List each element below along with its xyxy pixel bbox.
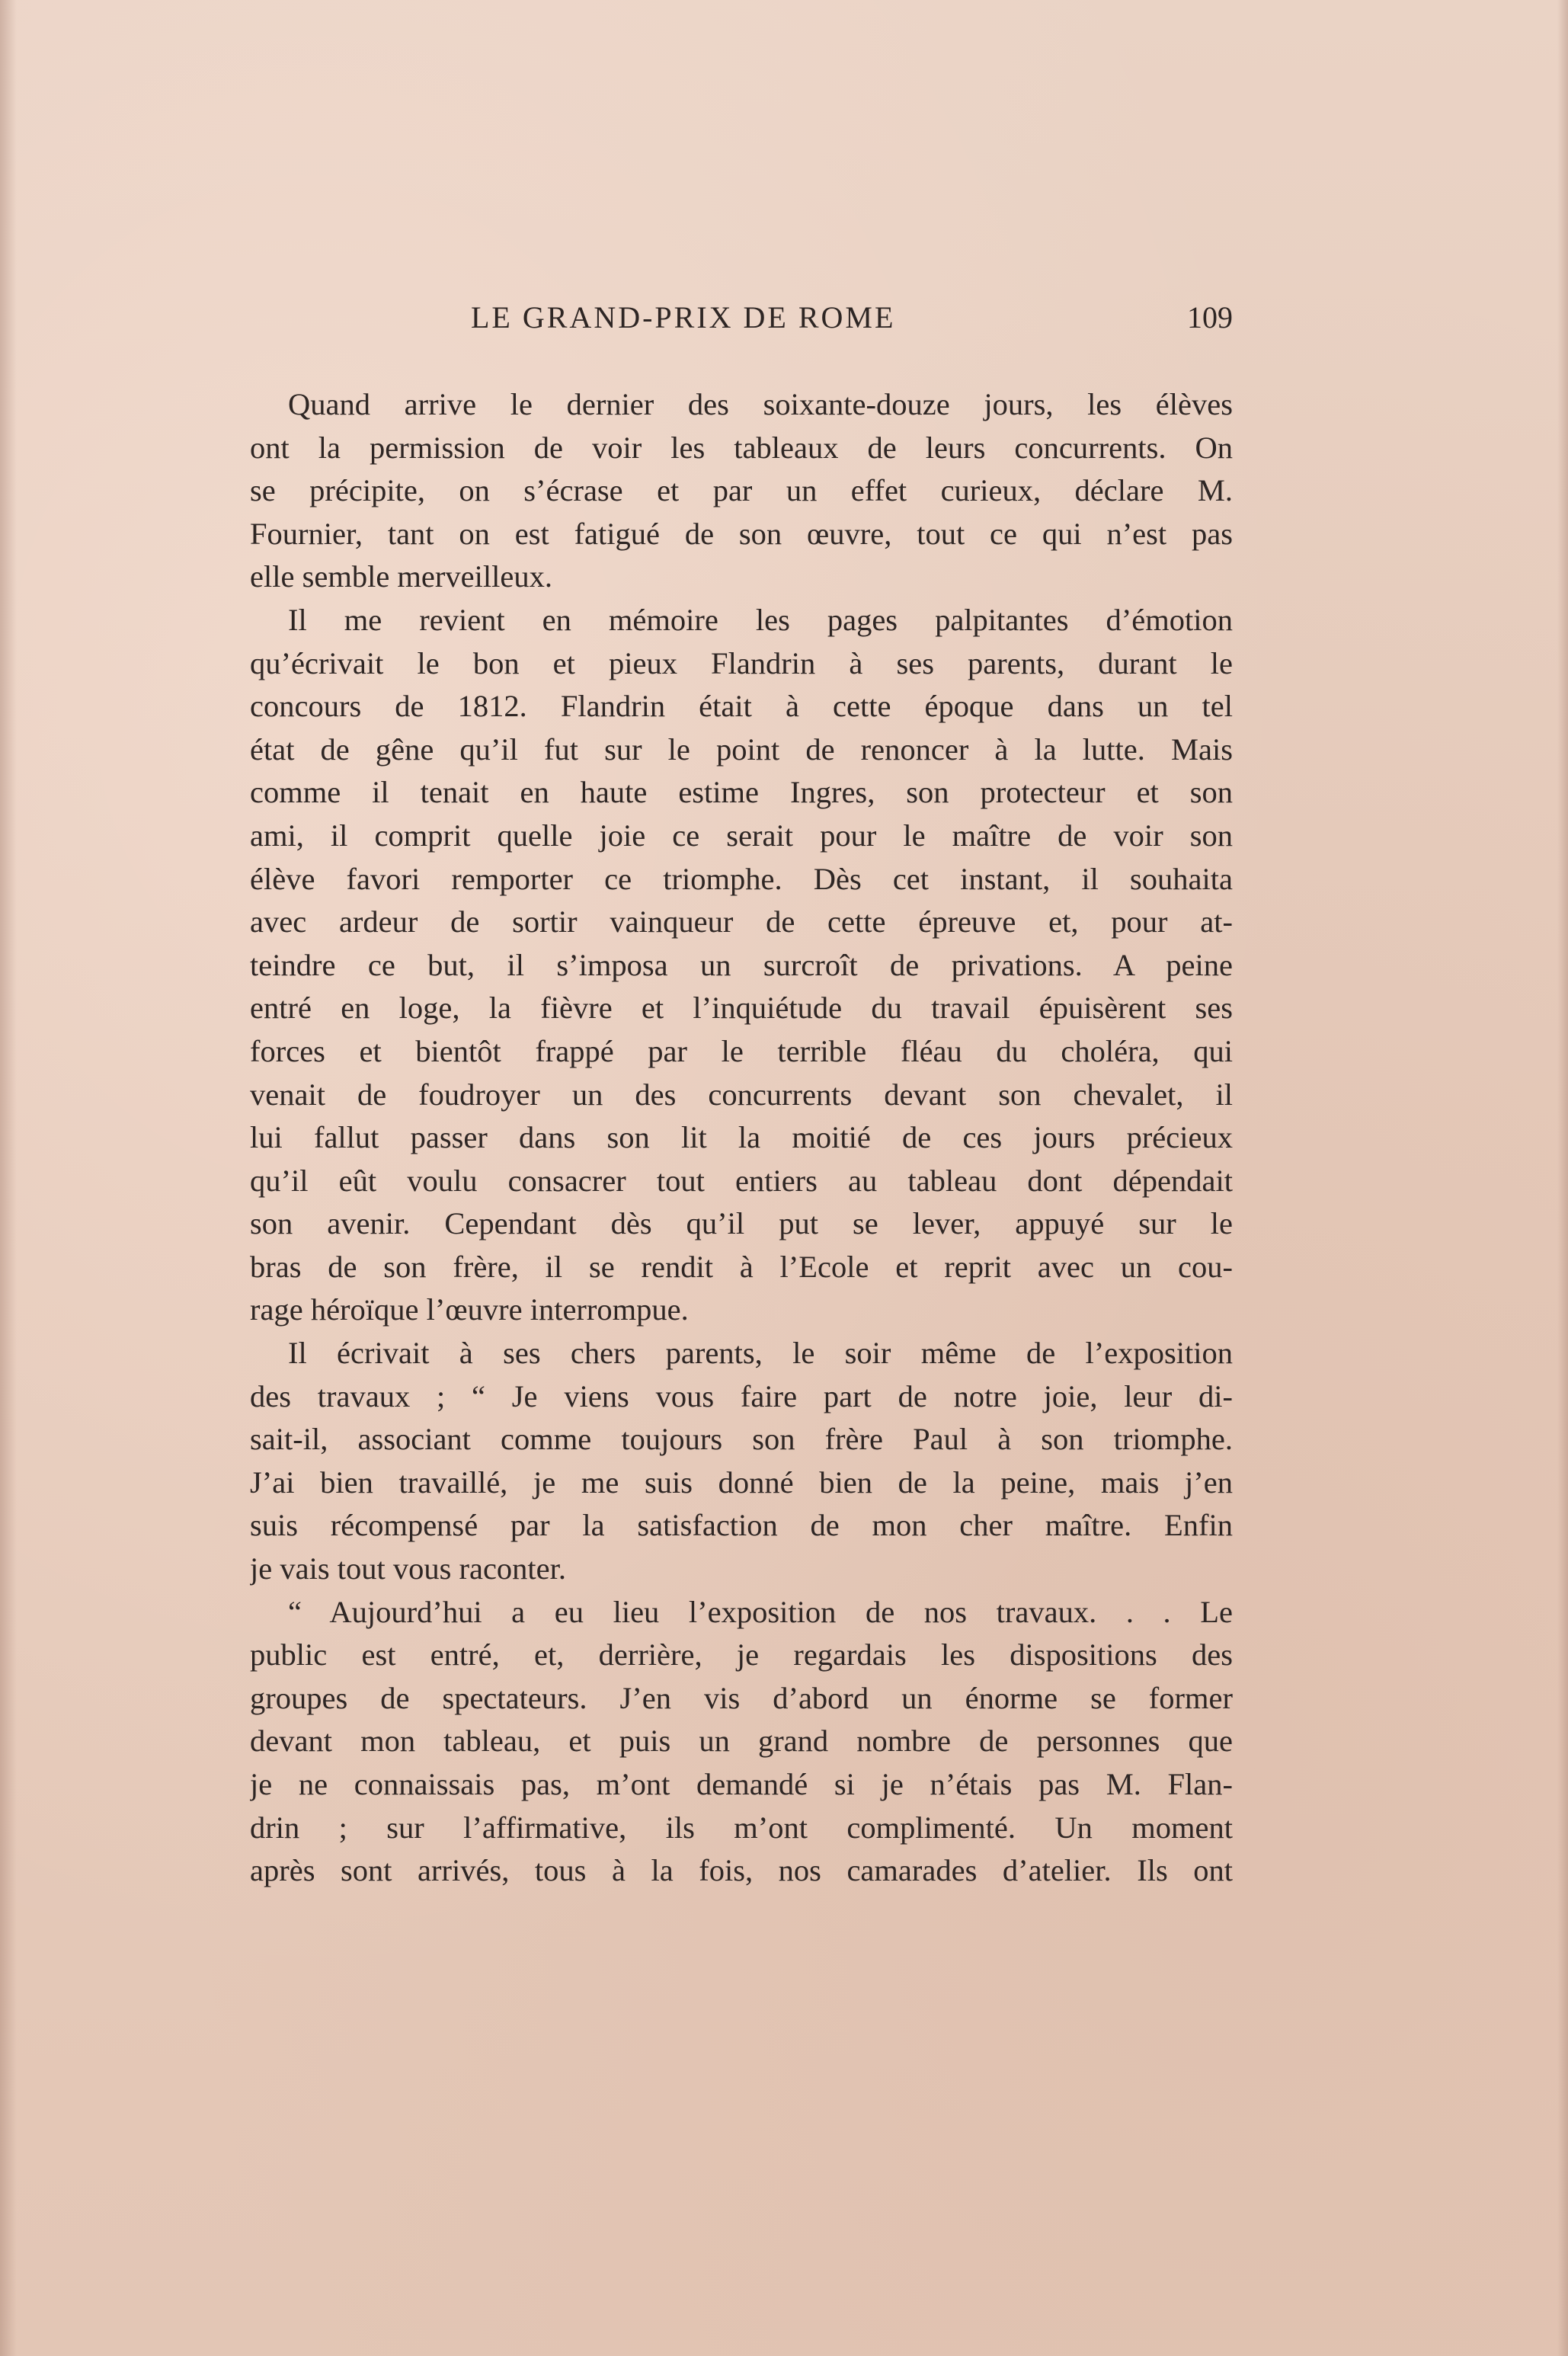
text-line: son avenir. Cependant dès qu’il put se lever, appuyé sur le bbox=[250, 1206, 1233, 1241]
text-line: état de gêne qu’il fut sur le point de renoncer à la lutte. Mais bbox=[250, 731, 1233, 767]
text-line: bras de son frère, il se rendit à l’Ecole et reprit avec un cou- bbox=[250, 1249, 1233, 1284]
paragraph-2 bbox=[250, 599, 1233, 1332]
text-line: forces et bientôt frappé par le terrible fléau du choléra, qui bbox=[250, 1033, 1233, 1068]
text-line: avec ardeur de sortir vainqueur de cette épreuve et, pour at- bbox=[250, 904, 1233, 940]
text-line: teindre ce but, il s’imposa un surcroît de privations. A peine bbox=[250, 947, 1233, 982]
paragraph-4 bbox=[250, 1591, 1233, 1893]
text-line: comme il tenait en haute estime Ingres, son protecteur et son bbox=[250, 775, 1233, 810]
running-title: LE GRAND-PRIX DE ROME bbox=[471, 300, 896, 335]
text-line: venait de foudroyer un des concurrents devant son chevalet, il bbox=[250, 1077, 1233, 1112]
text-line: lui fallut passer dans son lit la moitié de ces jours précieux bbox=[250, 1120, 1233, 1155]
text-line: entré en loge, la fièvre et l’inquiétude du travail épuisèrent ses bbox=[250, 991, 1233, 1026]
text-line: rage héroïque l’œuvre interrompue. bbox=[250, 1292, 689, 1327]
text-line: se précipite, on s’écrase et par un effet curieux, déclare M. bbox=[250, 473, 1233, 508]
text-line: “ Aujourd’hui a eu lieu l’exposition de nos travaux. . . Le bbox=[288, 1594, 1233, 1629]
body-text bbox=[250, 383, 1233, 1893]
text-line: je ne connaissais pas, m’ont demandé si je n’étais pas M. Flan- bbox=[250, 1767, 1233, 1801]
text-line: Il me revient en mémoire les pages palpitantes d’émotion bbox=[288, 602, 1233, 637]
text-line: public est entré, et, derrière, je regardais les dispositions des bbox=[250, 1637, 1233, 1673]
text-line: après sont arrivés, tous à la fois, nos camarades d’atelier. Ils ont bbox=[250, 1853, 1233, 1888]
text-line: élève favori remporter ce triomphe. Dès cet instant, il souhaita bbox=[250, 861, 1233, 896]
text-line: groupes de spectateurs. J’en vis d’abord un énorme se former bbox=[250, 1680, 1233, 1715]
text-line: concours de 1812. Flandrin était à cette époque dans un tel bbox=[250, 689, 1233, 724]
text-line: devant mon tableau, et puis un grand nombre de personnes que bbox=[250, 1724, 1233, 1759]
paragraph-3 bbox=[250, 1332, 1233, 1591]
running-head bbox=[250, 299, 1233, 345]
text-line: qu’écrivait le bon et pieux Flandrin à ses parents, durant le bbox=[250, 645, 1233, 680]
text-line: Quand arrive le dernier des soixante-douze jours, les élèves bbox=[288, 387, 1233, 421]
text-line: qu’il eût voulu consacrer tout entiers au tableau dont dépendait bbox=[250, 1163, 1233, 1198]
page-edge-right bbox=[1557, 0, 1568, 2356]
text-line: suis récompensé par la satisfaction de mon cher maître. Enfin bbox=[250, 1508, 1233, 1543]
text-line: des travaux ; “ Je viens vous faire part de notre joie, leur di- bbox=[250, 1378, 1233, 1413]
page-number: 109 bbox=[1187, 300, 1233, 335]
paragraph-1 bbox=[250, 383, 1233, 599]
text-line: sait-il, associant comme toujours son frère Paul à son triomphe. bbox=[250, 1422, 1233, 1457]
text-line: ont la permission de voir les tableaux de leurs concurrents. On bbox=[250, 430, 1233, 465]
text-line: Il écrivait à ses chers parents, le soir même de l’exposition bbox=[288, 1336, 1233, 1371]
text-line: drin ; sur l’affirmative, ils m’ont complimenté. Un moment bbox=[250, 1810, 1233, 1845]
text-line: ami, il comprit quelle joie ce serait pour le maître de voir son bbox=[250, 818, 1233, 853]
text-line: Fournier, tant on est fatigué de son œuvre, tout ce qui n’est pas bbox=[250, 516, 1233, 551]
text-line: je vais tout vous raconter. bbox=[250, 1551, 567, 1586]
page-edge-left bbox=[0, 0, 17, 2356]
text-line: elle semble merveilleux. bbox=[250, 559, 552, 594]
text-line: J’ai bien travaillé, je me suis donné bien de la peine, mais j’en bbox=[250, 1464, 1233, 1500]
